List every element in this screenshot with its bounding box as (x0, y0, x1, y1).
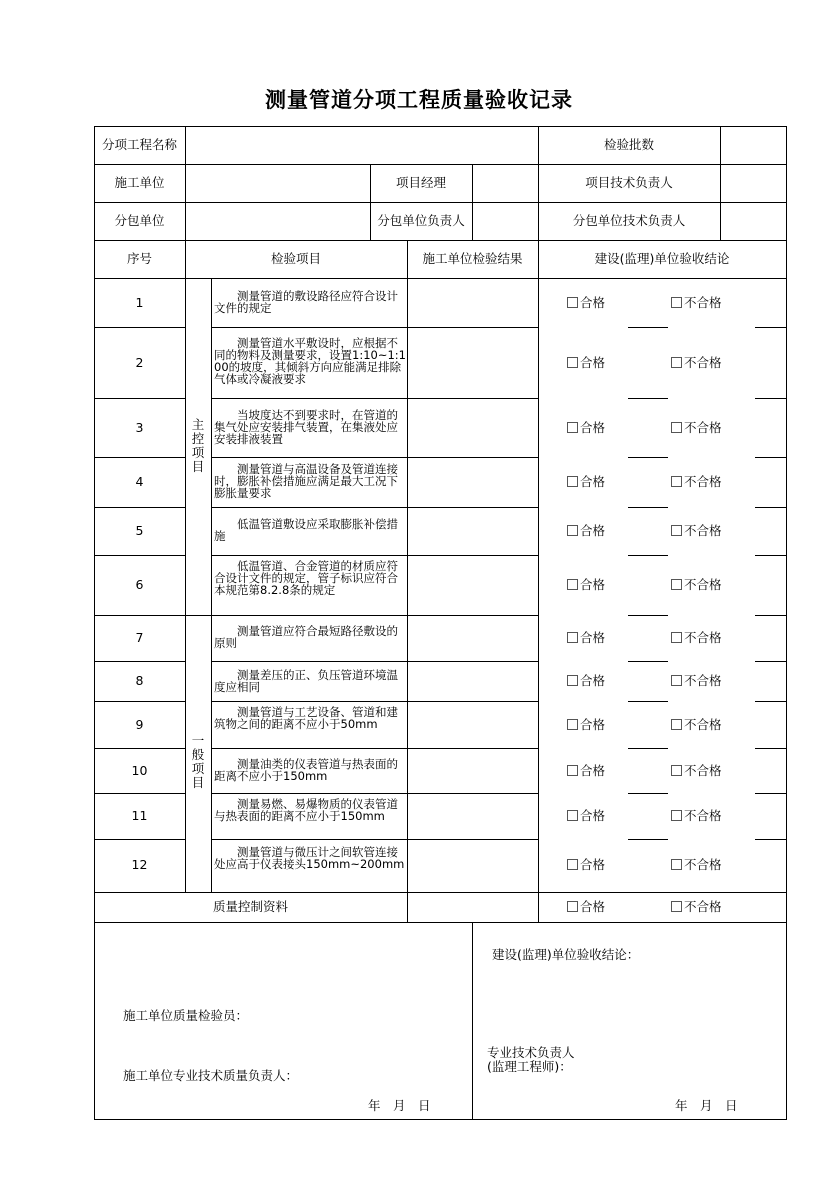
row-divider (755, 839, 786, 840)
row-item-text: 测量管道与高温设备及管道连接时，膨胀补偿措施应满足最大工况下膨胀量要求 (214, 462, 398, 500)
row-divider (211, 398, 538, 399)
row-item-text: 测量管道水平敷设时，应根据不同的物料及测量要求，设置1:10~1:100的坡度，其倾斜方向应能满足排除气体或冷凝液要求 (214, 336, 406, 386)
row-divider (755, 398, 786, 399)
pass-checkbox[interactable] (567, 764, 605, 778)
project-manager-label: 项目经理 (395, 175, 446, 190)
checkbox-icon (567, 525, 578, 536)
row-divider (94, 748, 186, 749)
fail-checkbox[interactable] (671, 764, 722, 778)
row-divider (94, 892, 787, 893)
row-divider (94, 615, 538, 616)
row-divider (628, 457, 668, 458)
pass-label: 合格 (580, 899, 606, 914)
pass-label: 合格 (580, 763, 606, 778)
checkbox-icon (567, 422, 578, 433)
row-divider (628, 555, 668, 556)
col-divider (472, 164, 473, 241)
col-divider (407, 240, 408, 923)
checkbox-icon (567, 579, 578, 590)
pass-checkbox[interactable] (567, 356, 605, 370)
col-divider (211, 278, 212, 893)
fail-checkbox[interactable] (671, 674, 722, 688)
checkbox-icon (567, 632, 578, 643)
pass-label: 合格 (580, 523, 606, 538)
checkbox-icon (567, 719, 578, 730)
fail-label: 不合格 (684, 295, 722, 310)
tech-lead-line2: (监理工程师)： (487, 1059, 572, 1074)
row-divider (628, 661, 668, 662)
checkbox-icon (671, 357, 682, 368)
fail-label: 不合格 (684, 474, 722, 489)
row-divider (211, 793, 538, 794)
subcontract-lead-label: 分包单位负责人 (377, 213, 465, 228)
page-title: 测量管道分项工程质量验收记录 (265, 88, 573, 112)
checkbox-icon (671, 476, 682, 487)
pass-label: 合格 (580, 420, 606, 435)
row-number: 9 (135, 717, 144, 732)
group-general-label: 一般项目 (191, 733, 205, 790)
tech-lead-line1: 专业技术负责人 (487, 1045, 575, 1060)
fail-label: 不合格 (684, 673, 722, 688)
row-divider (628, 748, 668, 749)
row-number: 7 (135, 630, 144, 645)
checkbox-icon (567, 476, 578, 487)
table-border-top (94, 126, 787, 127)
fail-label: 不合格 (684, 808, 722, 823)
fail-checkbox[interactable] (671, 900, 722, 914)
fail-checkbox[interactable] (671, 858, 722, 872)
row-item-text: 测量管道的敷设路径应符合设计文件的规定 (214, 289, 398, 315)
row-divider (755, 327, 786, 328)
batch-label: 检验批数 (603, 137, 654, 152)
pass-label: 合格 (580, 295, 606, 310)
row-divider (94, 839, 186, 840)
row-divider (755, 457, 786, 458)
quality-lead-label: 施工单位专业技术质量负责人： (123, 1068, 299, 1083)
row-divider (628, 793, 668, 794)
table-border-right (786, 126, 787, 1120)
row-item-text: 测量差压的正、负压管道环境温度应相同 (214, 668, 398, 694)
row-divider (628, 839, 668, 840)
row-number: 12 (131, 857, 148, 872)
construction-unit-label: 施工单位 (114, 175, 165, 190)
fail-label: 不合格 (684, 630, 722, 645)
checkbox-icon (671, 859, 682, 870)
pass-label: 合格 (580, 857, 606, 872)
row-number: 10 (131, 763, 148, 778)
row-divider (94, 701, 186, 702)
group-main-label: 主控项目 (191, 417, 205, 474)
col-header-result: 施工单位检验结果 (422, 251, 523, 266)
row-divider (755, 701, 786, 702)
fail-checkbox[interactable] (671, 421, 722, 435)
fail-checkbox[interactable] (671, 296, 722, 310)
row-number: 2 (135, 355, 144, 370)
row-divider (94, 327, 186, 328)
row-number: 11 (131, 808, 148, 823)
row-item-text: 测量管道与工艺设备、管道和建筑物之间的距离不应小于50mm (214, 705, 398, 731)
row-divider (755, 661, 786, 662)
row-item-text: 测量油类的仪表管道与热表面的距离不应小于150mm (214, 757, 398, 783)
checkbox-icon (671, 765, 682, 776)
row-divider (211, 748, 538, 749)
row-divider (211, 701, 538, 702)
inspector-label: 施工单位质量检验员： (123, 1008, 249, 1023)
row-divider (211, 457, 538, 458)
fail-checkbox[interactable] (671, 718, 722, 732)
fail-label: 不合格 (684, 577, 722, 592)
row-divider (628, 615, 668, 616)
subcontract-tech-lead-label: 分包单位技术负责人 (572, 213, 686, 228)
fail-checkbox[interactable] (671, 356, 722, 370)
checkbox-icon (567, 357, 578, 368)
pass-label: 合格 (580, 673, 606, 688)
checkbox-icon (567, 765, 578, 776)
row-divider (94, 398, 186, 399)
pass-label: 合格 (580, 717, 606, 732)
tech-lead-label: 项目技术负责人 (585, 175, 673, 190)
row-divider (211, 507, 538, 508)
checkbox-icon (567, 859, 578, 870)
row-divider (628, 701, 668, 702)
row-divider (211, 661, 538, 662)
col-divider (185, 278, 186, 893)
date-left: 年 月 日 (368, 1098, 431, 1113)
fail-label: 不合格 (684, 523, 722, 538)
row-divider (94, 457, 186, 458)
pass-checkbox[interactable] (567, 578, 605, 592)
pass-checkbox[interactable] (567, 674, 605, 688)
quality-docs-label: 质量控制资料 (212, 899, 288, 914)
row-item-text: 低温管道、合金管道的材质应符合设计文件的规定，管子标识应符合本规范第8.2.8条的规定 (214, 559, 398, 597)
col-header-item: 检验项目 (270, 251, 321, 266)
supervisor-conclusion-label: 建设(监理)单位验收结论： (492, 947, 640, 962)
col-divider (720, 126, 721, 241)
row-divider (755, 793, 786, 794)
pass-label: 合格 (580, 808, 606, 823)
pass-label: 合格 (580, 355, 606, 370)
row-divider (755, 615, 786, 616)
row-divider (628, 327, 668, 328)
row-number: 8 (135, 673, 144, 688)
fail-checkbox[interactable] (671, 631, 722, 645)
row-divider (211, 555, 538, 556)
col-divider (538, 126, 539, 923)
pass-label: 合格 (580, 577, 606, 592)
row-divider (211, 839, 538, 840)
table-border-bottom (94, 1119, 787, 1120)
row-item-text: 测量管道与微压计之间软管连接处应高于仪表接头150mm~200mm (214, 845, 405, 871)
pass-checkbox[interactable] (567, 718, 605, 732)
row-divider (94, 922, 787, 923)
row-divider (94, 507, 186, 508)
checkbox-icon (671, 632, 682, 643)
fail-label: 不合格 (684, 355, 722, 370)
row-divider (628, 507, 668, 508)
fail-checkbox[interactable] (671, 578, 722, 592)
row-divider (628, 398, 668, 399)
row-number: 6 (135, 577, 144, 592)
row-number: 1 (135, 295, 144, 310)
row-divider (94, 278, 787, 279)
row-divider (94, 793, 186, 794)
date-right: 年 月 日 (675, 1098, 738, 1113)
checkbox-icon (671, 719, 682, 730)
pass-checkbox[interactable] (567, 475, 605, 489)
fail-label: 不合格 (684, 717, 722, 732)
fail-label: 不合格 (684, 420, 722, 435)
row-divider (755, 555, 786, 556)
pass-checkbox[interactable] (567, 858, 605, 872)
pass-checkbox[interactable] (567, 900, 605, 914)
table-border-left (94, 126, 95, 1120)
fail-label: 不合格 (684, 857, 722, 872)
row-item-text: 测量易燃、易爆物质的仪表管道与热表面的距离不应小于150mm (214, 797, 398, 823)
checkbox-icon (567, 297, 578, 308)
row-number: 5 (135, 523, 144, 538)
col-divider (472, 922, 473, 1120)
checkbox-icon (567, 675, 578, 686)
checkbox-icon (567, 901, 578, 912)
checkbox-icon (671, 422, 682, 433)
fail-checkbox[interactable] (671, 475, 722, 489)
row-number: 3 (135, 420, 144, 435)
fail-checkbox[interactable] (671, 809, 722, 823)
fail-checkbox[interactable] (671, 524, 722, 538)
checkbox-icon (671, 810, 682, 821)
checkbox-icon (671, 675, 682, 686)
pass-checkbox[interactable] (567, 631, 605, 645)
col-header-conclusion: 建设(监理)单位验收结论 (594, 251, 730, 266)
col-header-seq: 序号 (126, 251, 152, 266)
row-divider (94, 555, 186, 556)
row-item-text: 当坡度达不到要求时，在管道的集气处应安装排气装置，在集液处应安装排液装置 (214, 408, 398, 446)
checkbox-icon (671, 579, 682, 590)
row-divider (755, 748, 786, 749)
checkbox-icon (671, 297, 682, 308)
fail-label: 不合格 (684, 899, 722, 914)
row-divider (94, 240, 787, 241)
pass-checkbox[interactable] (567, 809, 605, 823)
subcontract-unit-label: 分包单位 (114, 213, 165, 228)
pass-checkbox[interactable] (567, 421, 605, 435)
fail-label: 不合格 (684, 763, 722, 778)
row-divider (211, 327, 538, 328)
row-item-text: 低温管道敷设应采取膨胀补偿措施 (214, 517, 398, 543)
row-divider (755, 507, 786, 508)
row-divider (94, 661, 186, 662)
pass-label: 合格 (580, 630, 606, 645)
row-divider (94, 202, 787, 203)
pass-label: 合格 (580, 474, 606, 489)
checkbox-icon (671, 525, 682, 536)
row-item-text: 测量管道应符合最短路径敷设的原则 (214, 624, 398, 650)
row-number: 4 (135, 474, 144, 489)
checkbox-icon (671, 901, 682, 912)
pass-checkbox[interactable] (567, 296, 605, 310)
checkbox-icon (567, 810, 578, 821)
subitem-name-label: 分项工程名称 (101, 137, 177, 152)
row-divider (94, 164, 787, 165)
pass-checkbox[interactable] (567, 524, 605, 538)
